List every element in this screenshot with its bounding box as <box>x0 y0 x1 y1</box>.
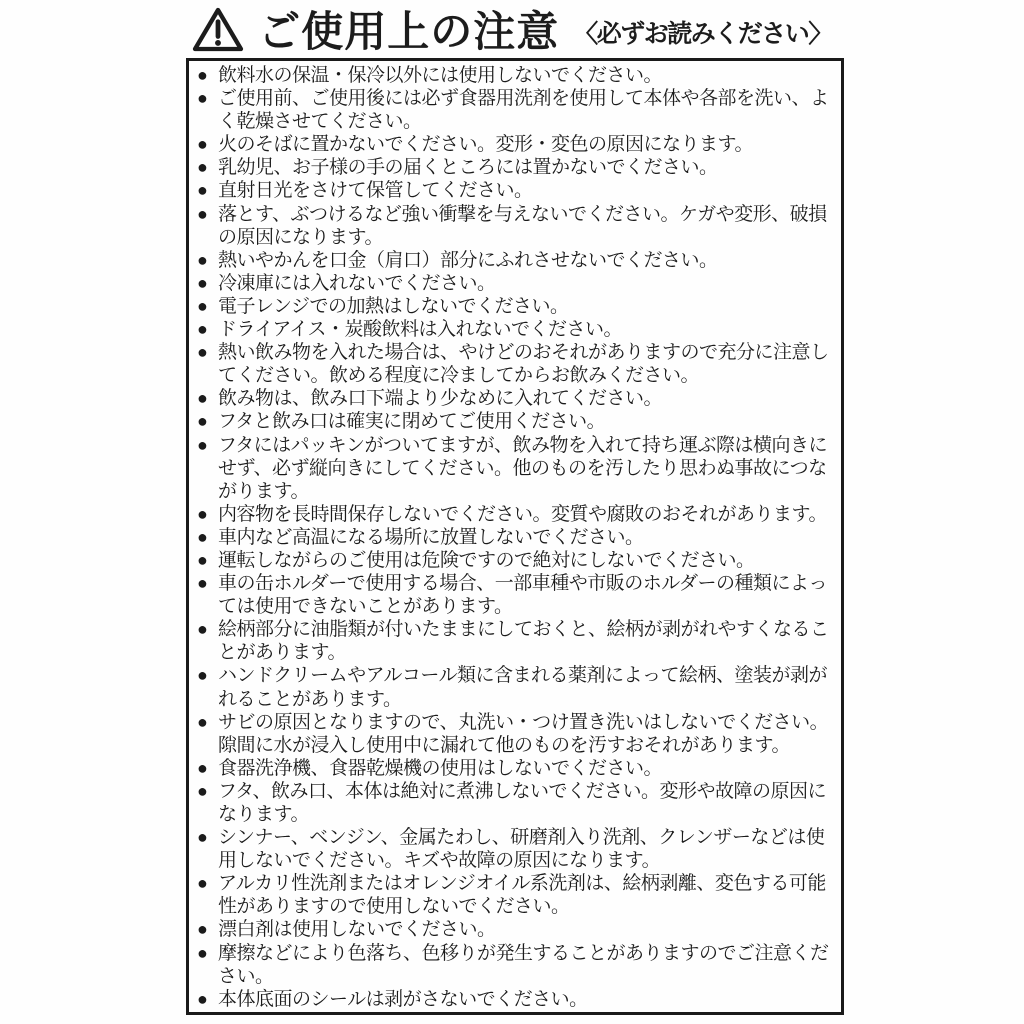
caution-item <box>197 87 839 133</box>
caution-box <box>186 58 844 1015</box>
bullet-icon: ● <box>197 180 208 201</box>
caution-item <box>197 872 839 918</box>
bullet-icon: ● <box>197 827 208 848</box>
caution-item <box>197 295 839 318</box>
caution-item <box>197 179 839 202</box>
caution-item <box>197 572 839 618</box>
bullet-icon: ● <box>197 503 208 524</box>
caution-item-text: フタ、飲み口、本体は絶対に煮沸しないでください。変形や故障の原因になります。 <box>218 780 827 825</box>
caution-item <box>197 826 839 872</box>
bullet-icon: ● <box>197 295 208 316</box>
page-title <box>0 2 1024 56</box>
caution-item <box>197 133 839 156</box>
caution-item-text: 漂白剤は使用しないでください。 <box>218 919 496 941</box>
caution-item <box>197 410 839 433</box>
caution-item <box>197 526 839 549</box>
caution-item-text: シンナー、ベンジン、金属たわし、研磨剤入り洗剤、クレンザーなどは使用しないでください。キズや故障の原因になります。 <box>218 827 825 872</box>
bullet-icon: ● <box>197 573 208 594</box>
bullet-icon: ● <box>197 203 208 224</box>
bullet-icon: ● <box>197 411 208 432</box>
title-subtitle: 〈必ずお読みください〉 <box>573 20 832 48</box>
title-text: ご使用上の注意 <box>258 8 560 55</box>
caution-item <box>197 156 839 179</box>
bullet-icon: ● <box>197 780 208 801</box>
bullet-icon: ● <box>197 434 208 455</box>
caution-item <box>197 434 839 503</box>
caution-item-text: 冷凍庫には入れないでください。 <box>218 272 496 294</box>
caution-item-text: 熱い飲み物を入れた場合は、やけどのおそれがありますので充分に注意してください。飲める程度に冷ましてからお飲みください。 <box>218 342 829 387</box>
caution-item <box>197 203 839 249</box>
caution-item-text: 飲料水の保温・保冷以外には使用しないでください。 <box>218 65 663 86</box>
caution-item <box>197 780 839 826</box>
caution-item-text: 車の缶ホルダーで使用する場合、一部車種や市販のホルダーの種類によっては使用できないことがあります。 <box>218 573 827 618</box>
caution-item <box>197 549 839 572</box>
caution-item <box>197 64 839 87</box>
caution-item-text: フタと飲み口は確実に閉めてご使用ください。 <box>218 411 606 433</box>
caution-item-text: 直射日光をさけて保管してください。 <box>218 180 533 202</box>
caution-item-text: サビの原因となりますので、丸洗い・つけ置き洗いはしないでください。隙間に水が浸入し使用中に漏れて他のものを汚すおそれがあります。 <box>218 711 829 756</box>
caution-item <box>197 341 839 387</box>
bullet-icon: ● <box>197 65 208 85</box>
bullet-icon: ● <box>197 342 208 363</box>
bullet-icon: ● <box>197 157 208 178</box>
bullet-icon: ● <box>197 549 208 570</box>
caution-item <box>197 942 839 988</box>
caution-item-text: アルカリ性洗剤またはオレンジオイル系洗剤は、絵柄剥離、変色する可能性がありますので使用しないでください。 <box>218 873 826 918</box>
caution-item-text: 運転しながらのご使用は危険ですので絶対にしないでください。 <box>218 549 755 571</box>
bullet-icon: ● <box>197 619 208 640</box>
caution-item-text: 落とす、ぶつけるなど強い衝撃を与えないでください。ケガや変形、破損の原因になります。 <box>218 203 827 248</box>
caution-item <box>197 711 839 757</box>
bullet-icon: ● <box>197 526 208 547</box>
bullet-icon: ● <box>197 388 208 409</box>
bullet-icon: ● <box>197 942 208 963</box>
caution-item <box>197 318 839 341</box>
warning-triangle-icon <box>192 6 244 53</box>
caution-item-text: 乳幼児、お子様の手の届くところには置かないでください。 <box>218 157 718 179</box>
caution-item-text: フタにはパッキンがついてますが、飲み物を入れて持ち運ぶ際は横向きにせず、必ず縦向きにしてください。他のものを汚したり思わぬ事故につながります。 <box>218 434 827 502</box>
caution-item-text: 熱いやかんを口金（肩口）部分にふれさせないでください。 <box>218 249 718 271</box>
bullet-icon: ● <box>197 757 208 778</box>
caution-item-text: 飲み物は、飲み口下端より少なめに入れてください。 <box>218 388 663 410</box>
bullet-icon: ● <box>197 88 208 109</box>
caution-item <box>197 503 839 526</box>
caution-item-text: 電子レンジでの加熱はしないでください。 <box>218 295 569 317</box>
caution-item <box>197 272 839 295</box>
caution-item <box>197 249 839 272</box>
caution-item <box>197 757 839 780</box>
caution-item-text: 絵柄部分に油脂類が付いたままにしておくと、絵柄が剥がれやすくなることがあります。 <box>218 619 829 664</box>
bullet-icon: ● <box>197 319 208 340</box>
caution-list <box>197 64 839 1011</box>
bullet-icon: ● <box>197 249 208 270</box>
caution-item-text: ドライアイス・炭酸飲料は入れないでください。 <box>218 319 622 341</box>
bullet-icon: ● <box>197 665 208 686</box>
caution-item <box>197 664 839 710</box>
bullet-icon: ● <box>197 988 208 1009</box>
bullet-icon: ● <box>197 134 208 155</box>
caution-item-text: 本体底面のシールは剥がさないでください。 <box>218 988 588 1010</box>
caution-item-text: 摩擦などにより色落ち、色移りが発生することがありますのでご注意ください。 <box>218 942 829 987</box>
caution-item <box>197 918 839 941</box>
caution-item-text: 食器洗浄機、食器乾燥機の使用はしないでください。 <box>218 757 663 779</box>
bullet-icon: ● <box>197 873 208 894</box>
caution-item-text: 内容物を長時間保存しないでください。変質や腐敗のおそれがあります。 <box>218 503 827 525</box>
caution-item-text: ご使用前、ご使用後には必ず食器用洗剤を使用して本体や各部を洗い、よく乾燥させてください。 <box>218 88 829 133</box>
bullet-icon: ● <box>197 711 208 732</box>
caution-item-text: ハンドクリームやアルコール類に含まれる薬剤によって絵柄、塗装が剥がれることがあります。 <box>218 665 827 710</box>
caution-item <box>197 618 839 664</box>
caution-item <box>197 988 839 1011</box>
bullet-icon: ● <box>197 272 208 293</box>
caution-item-text: 車内など高温になる場所に放置しないでください。 <box>218 526 644 548</box>
caution-item-text: 火のそばに置かないでください。変形・変色の原因になります。 <box>218 134 753 156</box>
caution-item <box>197 387 839 410</box>
bullet-icon: ● <box>197 919 208 940</box>
